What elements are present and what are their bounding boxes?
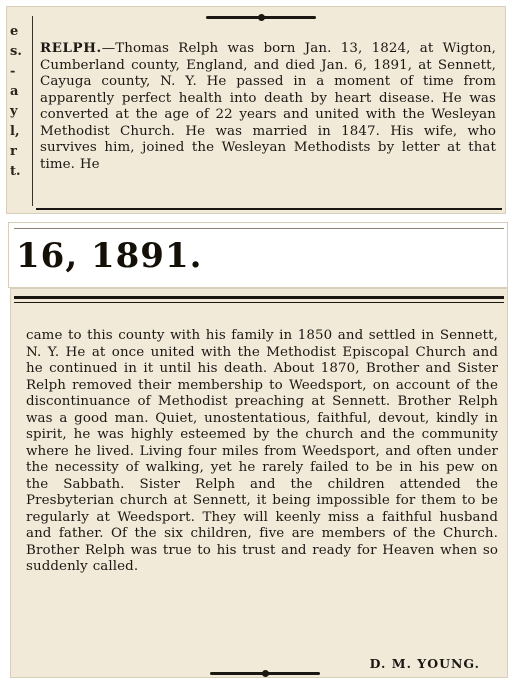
- edge-fragment: a: [10, 84, 19, 99]
- obituary-text-1: —Thomas Relph was born Jan. 13, 1824, at Wigton, Cumberland county, England, and died Jan. 6, 1891, at Sennett, Cayuga county, N. Y. He passed in a moment of time from apparently perfect health into death by heart disease. He was converted at the age of 22 years and united with the Wesleyan Methodist Church. He was married in 1847. His wife, who survives him, joined the Wesleyan Methodists by letter at that time. He: [40, 41, 496, 172]
- obituary-paragraph-2: [26, 328, 498, 576]
- edge-column-fragments: [10, 22, 28, 182]
- edge-fragment: t.: [10, 164, 21, 179]
- edge-fragment: -: [10, 64, 16, 79]
- edge-fragment: e: [10, 24, 19, 39]
- obituary-surname: RELPH.: [40, 40, 102, 56]
- edge-fragment: l,: [10, 124, 20, 139]
- column-divider: [32, 16, 33, 206]
- obituary-paragraph-1: [40, 40, 496, 173]
- clipping-bottom: [10, 288, 508, 678]
- top-ornament-rule: [206, 16, 316, 19]
- top-heavy-rule: [14, 296, 504, 299]
- header-thin-rule: [14, 228, 504, 229]
- edge-fragment: r: [10, 144, 17, 159]
- author-signature: D. M. YOUNG.: [369, 656, 480, 671]
- bottom-rule: [36, 208, 502, 210]
- obituary-text-2: came to this county with his family in 1850 and settled in Sennett, N. Y. He at once united with the Methodist Episcopal Church and he continued in it until his death. About 1870, Brother and Sister Relph removed their membership to Weedsport, on account of the discontinuance of Methodist preaching at Sennett. Brother Relph was a good man. Quiet, unostentatious, faithful, devout, kindly in spirit, he was highly esteemed by the church and the community where he lived. Living four miles from Weedsport, and often under the necessity of walking, yet he rarely failed to be in his pew on the Sabbath. Sister Relph and the children attended the Presbyterian church at Sennett, it being impossible for them to be regularly at Weedsport. They will keenly miss a faithful husband and father. Of the six children, five are members of the Church. Brother Relph was true to his trust and ready for Heaven when so suddenly called.: [26, 328, 498, 574]
- top-thin-rule: [14, 302, 504, 303]
- edge-fragment: y: [10, 104, 18, 119]
- date-header: 16, 1891.: [16, 236, 203, 276]
- edge-fragment: s.: [10, 44, 22, 59]
- clipping-top: [6, 6, 506, 214]
- bottom-ornament-rule: [210, 672, 320, 675]
